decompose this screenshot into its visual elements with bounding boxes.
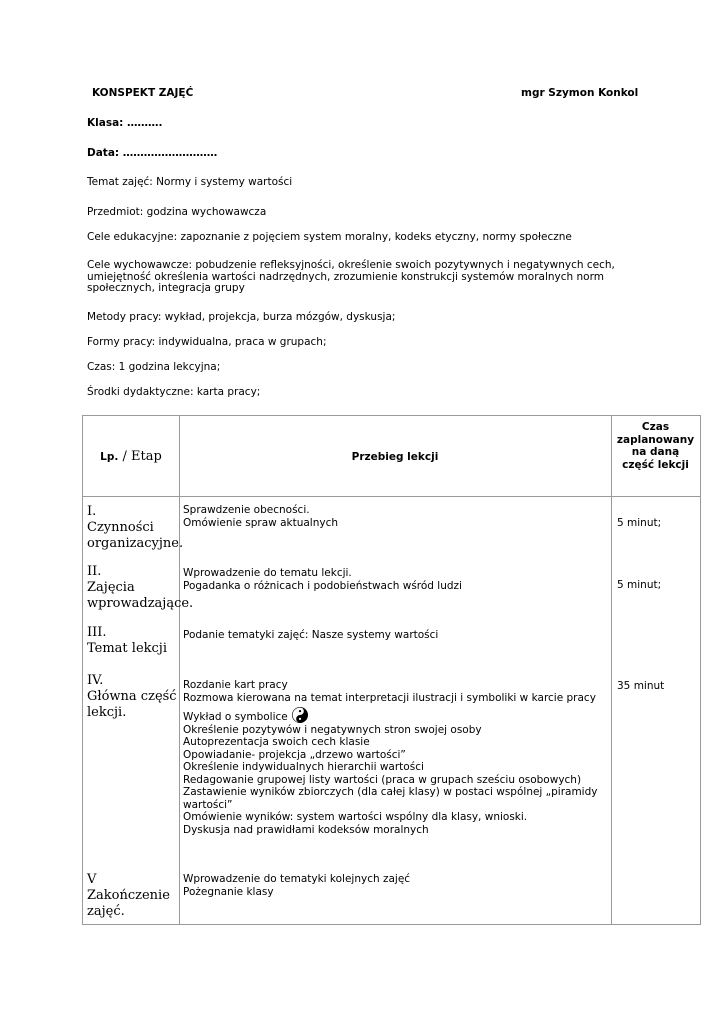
row-przebieg: [183, 504, 338, 529]
header-czas-line: na daną: [631, 446, 680, 458]
aids-line: Środki dydaktyczne: karta pracy;: [87, 386, 261, 398]
etap-number: IV.: [87, 673, 104, 688]
przebieg-item: Wprowadzenie do tematyki kolejnych zajęć: [183, 873, 411, 885]
row-czas: 35 minut: [617, 680, 665, 692]
etap-number: III.: [87, 625, 107, 640]
topic-line: Temat zajęć: Normy i systemy wartości: [87, 176, 293, 188]
row-czas: 5 minut;: [617, 579, 662, 591]
etap-number: I.: [87, 504, 97, 519]
przebieg-item: Podanie tematyki zajęć: Nasze systemy wartości: [183, 629, 439, 641]
przebieg-item: Omówienie wyników: system wartości wspólny dla klasy, wnioski.: [183, 811, 528, 823]
methods-line: Metody pracy: wykład, projekcja, burza mózgów, dyskusja;: [87, 311, 396, 323]
row-etap: [87, 872, 170, 920]
przebieg-item: Określenie pozytywów i negatywnych stron swojej osoby: [183, 723, 482, 736]
etap-label: Temat lekcji: [87, 641, 167, 656]
etap-label: Zajęcia: [87, 580, 135, 595]
row-etap: [87, 564, 193, 612]
etap-number: V: [87, 872, 97, 887]
data-field: Data: ………………………: [87, 147, 218, 159]
row-przebieg: [183, 567, 462, 592]
upbringing-goals-line: Cele wychowawcze: pobudzenie refleksyjności, określenie swoich pozytywnych i negatywnych cech,: [87, 259, 615, 271]
header-lp: Lp.: [100, 451, 119, 463]
header-separator: /: [118, 449, 132, 464]
table-header-divider: [83, 496, 700, 497]
document-title: KONSPEKT ZAJĘĆ: [92, 87, 194, 99]
header-etap: Etap: [131, 449, 162, 464]
przebieg-item: Dyskusja nad prawidłami kodeksów moralnych: [183, 823, 429, 836]
przebieg-item: Rozdanie kart pracy: [183, 679, 288, 691]
klasa-field: Klasa: ……….: [87, 117, 163, 129]
row-etap: [87, 625, 167, 657]
przebieg-item: Zastawienie wyników zbiorczych (dla całej klasy) w postaci wspólnej „piramidy: [183, 786, 598, 798]
table-column-divider: [611, 416, 612, 924]
przebieg-item-with-icon: [183, 707, 597, 724]
upbringing-goals-line: społecznych, integracja grupy: [87, 282, 245, 294]
forms-line: Formy pracy: indywidualna, praca w grupach;: [87, 336, 327, 348]
row-etap: [87, 504, 183, 552]
header-czas-line: Czas: [641, 421, 670, 433]
row-przebieg: [183, 629, 438, 642]
przebieg-item: Redagowanie grupowej listy wartości (praca w grupach sześciu osobowych): [183, 773, 582, 786]
subject-line: Przedmiot: godzina wychowawcza: [87, 206, 267, 218]
przebieg-item: Wprowadzenie do tematu lekcji.: [183, 567, 352, 579]
time-line: Czas: 1 godzina lekcyjna;: [87, 361, 221, 373]
przebieg-item: Sprawdzenie obecności.: [183, 504, 310, 516]
przebieg-item: Określenie indywidualnych hierarchii wartości: [183, 761, 424, 773]
row-etap: [87, 673, 177, 721]
row-przebieg: [183, 679, 597, 836]
row-czas: 5 minut;: [617, 517, 662, 529]
etap-label: zajęć.: [87, 904, 125, 919]
etap-label: organizacyjne.: [87, 536, 184, 551]
etap-label: Czynności: [87, 520, 154, 535]
przebieg-item: Autoprezentacja swoich cech klasie: [183, 736, 370, 748]
przebieg-item: Pogadanka o różnicach i podobieństwach wśród ludzi: [183, 579, 462, 592]
table-column-divider: [179, 416, 180, 924]
przebieg-item: Rozmowa kierowana na temat interpretacji ilustracji i symboliki w karcie pracy: [183, 691, 596, 704]
educational-goals: Cele edukacyjne: zapoznanie z pojęciem system moralny, kodeks etyczny, normy społeczne: [87, 231, 572, 243]
author-name: mgr Szymon Konkol: [521, 87, 639, 99]
upbringing-goals: [87, 260, 627, 295]
header-czas: [611, 421, 700, 471]
header-czas-line: część lekcji: [622, 458, 689, 471]
przebieg-item: Omówienie spraw aktualnych: [183, 516, 338, 529]
upbringing-goals-line: umiejętność określenia wartości nadrzędnych, zrozumienie konstrukcji systemów moralnych norm: [87, 270, 604, 283]
yin-yang-icon: [292, 707, 308, 723]
etap-label: lekcji.: [87, 705, 127, 720]
header-czas-line: zaplanowany: [616, 433, 695, 446]
header-przebieg: Przebieg lekcji: [351, 451, 439, 463]
przebieg-item: wartości”: [183, 798, 233, 811]
lesson-plan-table: [82, 415, 701, 925]
etap-label: wprowadzające.: [87, 596, 194, 611]
row-przebieg: [183, 873, 410, 898]
przebieg-item: Opowiadanie- projekcja „drzewo wartości”: [183, 748, 406, 761]
przebieg-item: Pożegnanie klasy: [183, 885, 274, 898]
header-lp-etap: [83, 449, 179, 464]
etap-label: Główna część: [87, 689, 177, 704]
etap-number: II.: [87, 564, 102, 579]
etap-label: Zakończenie: [87, 888, 170, 903]
przebieg-item: Wykład o symbolice: [183, 711, 288, 723]
